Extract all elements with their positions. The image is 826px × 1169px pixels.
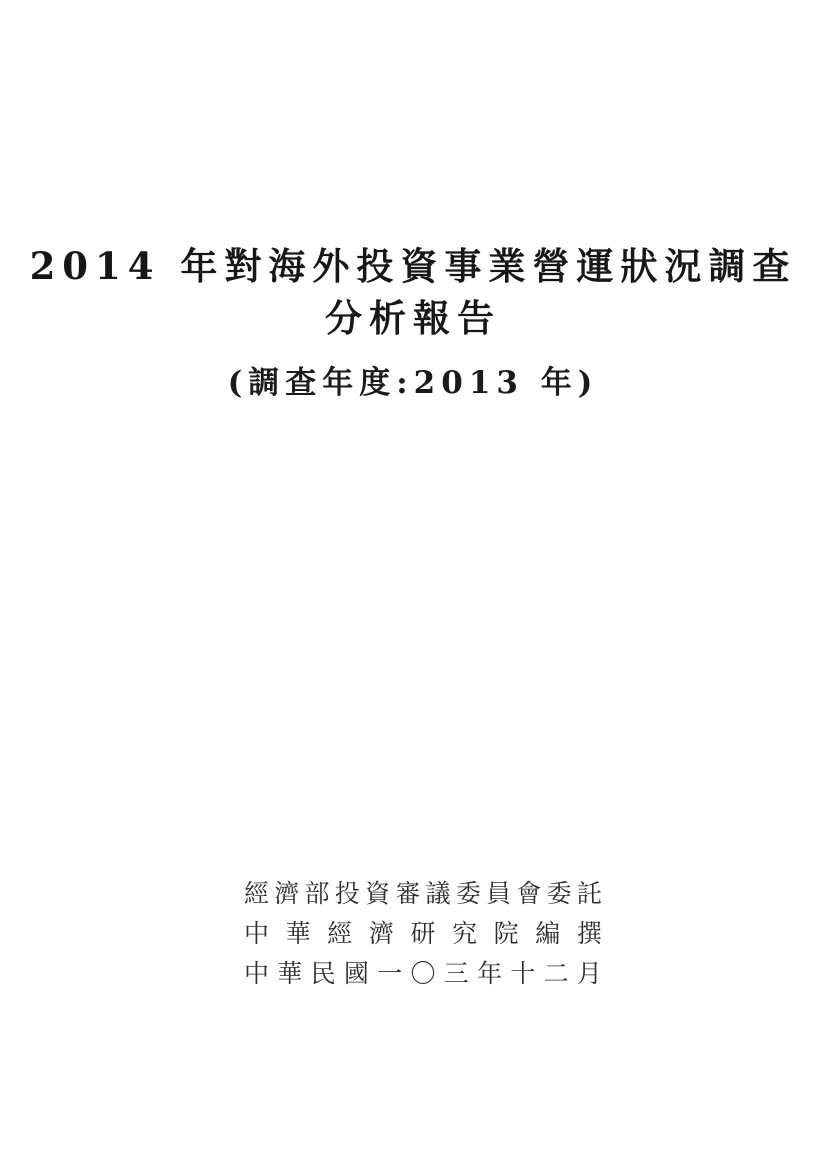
char: 員 bbox=[486, 879, 512, 908]
char: 一 bbox=[377, 959, 403, 988]
char: 會 bbox=[516, 879, 542, 908]
char: 民 bbox=[310, 959, 336, 988]
char: 中 bbox=[244, 919, 270, 948]
char: 經 bbox=[244, 879, 270, 908]
char: 濟 bbox=[274, 879, 300, 908]
char: 部 bbox=[304, 879, 330, 908]
char: 濟 bbox=[368, 919, 394, 948]
survey-year-subtitle: (調查年度:2013 年) bbox=[227, 365, 599, 401]
publication-date-line bbox=[244, 952, 602, 992]
char: 議 bbox=[425, 879, 451, 908]
char: 院 bbox=[493, 919, 519, 948]
char: 二 bbox=[543, 959, 569, 988]
report-title-line-1: 2014 年對海外投資事業營運狀況調查 bbox=[29, 244, 797, 288]
char: 月 bbox=[576, 959, 602, 988]
char: 華 bbox=[285, 919, 311, 948]
char: 國 bbox=[343, 959, 369, 988]
char: 十 bbox=[510, 959, 536, 988]
char: 編 bbox=[535, 919, 561, 948]
char: 委 bbox=[546, 879, 572, 908]
char: 研 bbox=[410, 919, 436, 948]
char: 年 bbox=[477, 959, 503, 988]
char: 究 bbox=[452, 919, 478, 948]
title-block bbox=[0, 240, 826, 405]
char: 資 bbox=[365, 879, 391, 908]
char: 撰 bbox=[576, 919, 602, 948]
report-title-line-2: 分析報告 bbox=[325, 296, 501, 340]
commissioned-by-line bbox=[244, 872, 602, 912]
char: 審 bbox=[395, 879, 421, 908]
char: 經 bbox=[327, 919, 353, 948]
char: 中 bbox=[244, 959, 270, 988]
char: 三 bbox=[443, 959, 469, 988]
compiled-by-line bbox=[244, 912, 602, 952]
char: 投 bbox=[334, 879, 360, 908]
char: 〇 bbox=[410, 959, 436, 988]
char: 委 bbox=[455, 879, 481, 908]
publisher-block bbox=[244, 872, 602, 992]
char: 託 bbox=[576, 879, 602, 908]
char: 華 bbox=[277, 959, 303, 988]
